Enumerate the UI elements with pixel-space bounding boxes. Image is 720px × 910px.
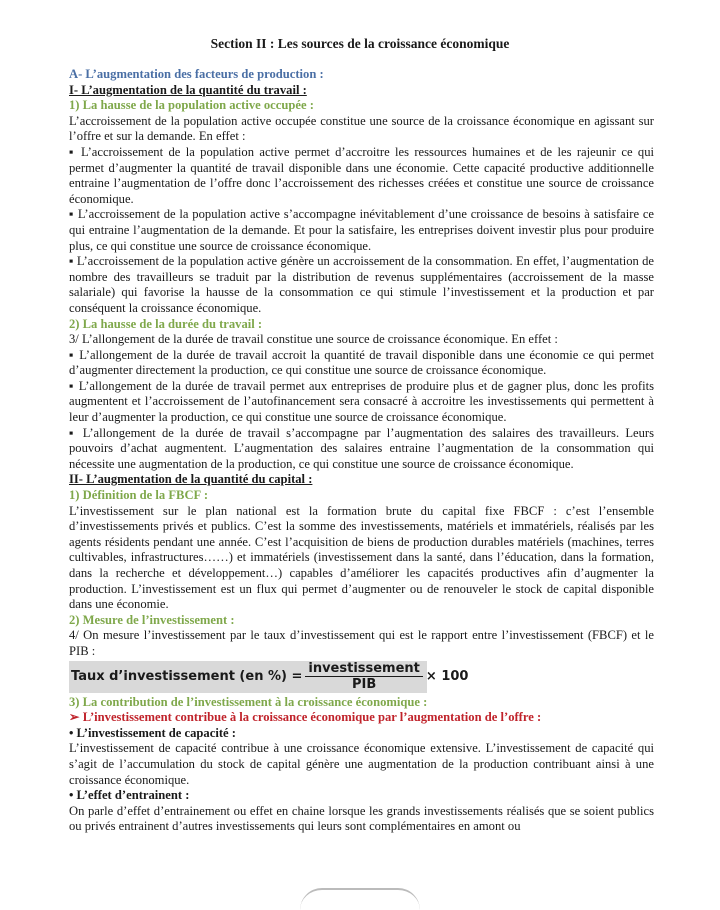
subheading-fbcf: 1) Définition de la FBCF : [69, 488, 209, 503]
paragraph: 4/ On mesure l’investissement par le taux d’investissement qui est le rapport entre l’investissement (FBCF) et le PIB : [69, 628, 654, 658]
bullet-paragraph: ▪ L’allongement de la durée de travail accroit la quantité de travail disponible dans une économie ce qui permet d’augmenter directement la production, ce qui constitue une source de croissance économique. [69, 347, 654, 378]
arrow-heading: ➢ L’investissement contribue à la croissance économique par l’augmentation de l’offre : [69, 710, 542, 725]
paragraph: L’investissement sur le plan national est la formation brute du capital fixe FBCF : c’est l’ensemble d’investissements privés et publics. C’est la somme des investissements, matériels et immatériels, réalisés par les agents résidents pendant une année. C’est l’acquisition de biens de production durables matériels (machines, terres cultivables, infrastructures……) et immatériels (investissement dans la santé, dans l’éducation, dans la formation, dans la recherche et développement…) capables d’améliorer les capacités productives afin d’augmenter la production. L’investissement est un flux qui permet d’augmenter ou de renouveler le stock de capital disponible dans une économie. [69, 503, 654, 612]
subheading-1: 1) La hausse de la population active occupée : [69, 98, 314, 113]
page-stamp-decoration [300, 888, 420, 910]
bullet-heading-capacite: • L’investissement de capacité : [69, 725, 236, 740]
subheading-mesure: 2) Mesure de l’investissement : [69, 612, 235, 627]
bullet-paragraph: ▪ L’accroissement de la population active génère un accroissement de la consommation. En effet, l’augmentation de nombre des travailleurs se traduit par la distribution de revenus supplémentaires (accroissement de la masse salariale) qui favorise la hausse de la consommation ce qui stimule l’investissement et la production et par conséquent la croissance économique. [69, 254, 654, 315]
heading-ii: II- L’augmentation de la quantité du capital : [69, 472, 313, 487]
investment-rate-formula [69, 661, 469, 693]
bullet-paragraph: ▪ L’allongement de la durée de travail s’accompagne par l’augmentation des salaires des travailleurs. Leurs pouvoirs d’achat augmentent. L’augmentation des salaires entraine l’augmentation de la consommation qui nécessite une augmentation de la production, ce qui constitue une source de croissance économique. [69, 425, 654, 471]
bullet-heading-entrainent: • L’effet d’entrainent : [69, 788, 190, 803]
paragraph: 3/ L’allongement de la durée de travail constitue une source de croissance économique. En effet : [69, 332, 558, 347]
bullet-paragraph: ▪ L’accroissement de la population active s’accompagne inévitablement d’une croissance de besoins à satisfaire ce qui entraine l’augmentation de la demande. Et pour la satisfaire, les entreprises doivent investir plus pour produire plus, ce qui constitue une source de croissance économique. [69, 207, 654, 253]
subheading-contribution: 3) La contribution de l’investissement à la croissance économique : [69, 694, 428, 709]
section-title: Section II : Les sources de la croissance économique [210, 36, 510, 51]
formula-denominator: PIB [351, 677, 377, 693]
document-body [69, 67, 654, 835]
formula-lhs: Taux d’investissement (en %) = [71, 668, 303, 684]
heading-i: I- L’augmentation de la quantité du travail : [69, 82, 307, 97]
bullet-paragraph: ▪ L’accroissement de la population active permet d’accroitre les ressources humaines et de les rajeunir ce qui permet d’augmenter la quantité de travail disponible dans une économie. Cette capacité productive additionnelle entraine l’augmentation de l’offre donc l’accroissement des richesses créées et constitue une source de croissance économique. [69, 144, 654, 206]
formula-fraction [305, 661, 423, 692]
paragraph: L’accroissement de la population active occupée constitue une source de la croissance économique en agissant sur l’offre et sur la demande. En effet : [69, 113, 654, 144]
paragraph: L’investissement de capacité contribue à une croissance économique extensive. L’investissement de capacité qui s’agit de l’accumulation du stock de capital génère une augmentation de la production contribuant ainsi à une croissance économique. [69, 741, 654, 787]
subheading-2: 2) La hausse de la durée du travail : [69, 316, 263, 331]
formula-numerator: investissement [305, 661, 423, 677]
bullet-paragraph: ▪ L’allongement de la durée de travail permet aux entreprises de produire plus et de gagner plus, donc les profits augmentent et l’accroissement de l’autofinancement sera consacré à accroitre les investissements qui permettent à leur d’augmenter la production, ce qui constitue une source de croissance économique. [69, 378, 654, 425]
formula-rhs: × 100 [425, 668, 469, 684]
paragraph: On parle d’effet d’entrainement ou effet en chaine lorsque les grands investissements réalisés que se soient publics ou privés entrainent d’autres investissements qui leurs sont complémentaires en amont ou [69, 803, 654, 834]
heading-a: A- L’augmentation des facteurs de production : [69, 67, 324, 81]
